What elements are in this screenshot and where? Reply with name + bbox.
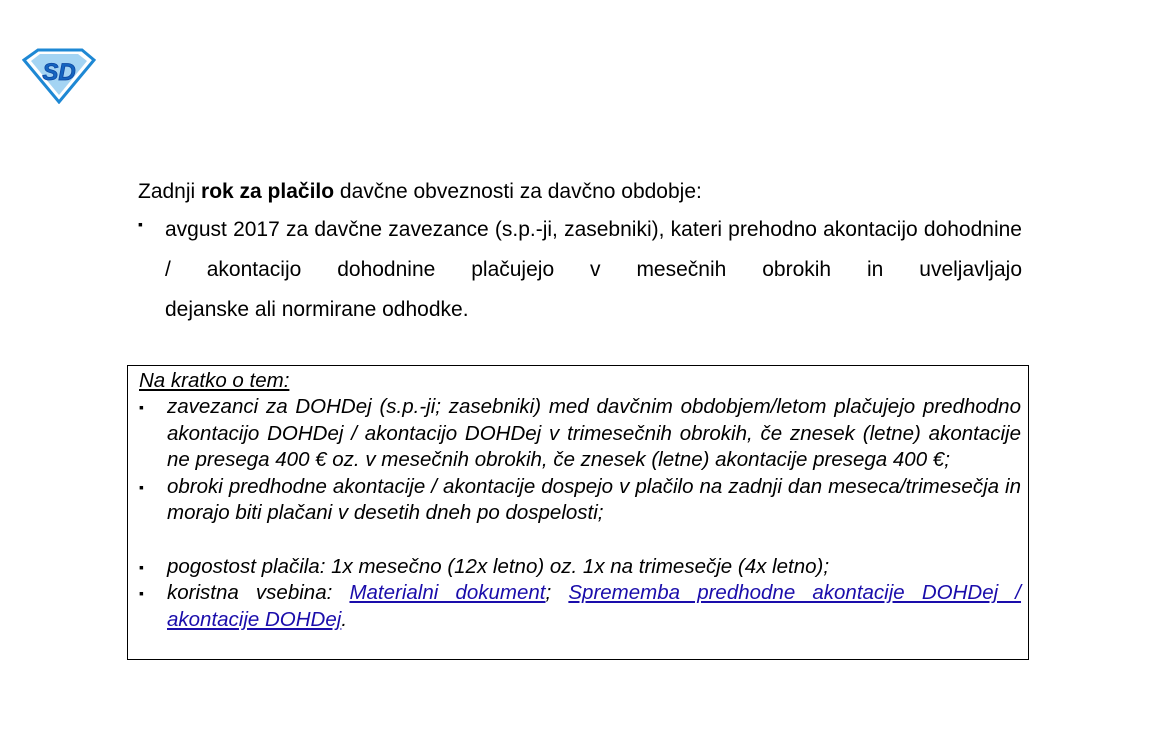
deadline-heading-text: Zadnji bbox=[138, 180, 202, 203]
list-item bbox=[139, 394, 1021, 474]
deadline-list bbox=[138, 210, 1022, 330]
intro-section bbox=[138, 178, 1022, 330]
list-item bbox=[139, 580, 1021, 633]
list-item-text: pogostost plačila: 1x mesečno (12x letno) oz. 1x na trimesečje (4x letno); bbox=[167, 554, 830, 578]
summary-heading: Na kratko o tem: bbox=[139, 369, 290, 392]
useful-content-label: koristna vsebina: bbox=[167, 581, 350, 604]
spacer bbox=[139, 527, 1021, 554]
bullet-icon: ▪ bbox=[139, 478, 144, 495]
bullet-icon: ▪ bbox=[139, 585, 144, 601]
shield-sd-logo-icon bbox=[22, 46, 96, 104]
deadline-item bbox=[165, 210, 1022, 330]
material-document-link[interactable]: Materialni dokument bbox=[349, 581, 546, 604]
bullet-icon: ▪ bbox=[139, 558, 144, 575]
logo bbox=[22, 46, 96, 104]
list-item-text: obroki predhodne akontacije / akontacije dospejo v plačilo na zadnji dan meseca/trimesečja in morajo biti plačani v desetih dneh po dospelosti; bbox=[167, 474, 1021, 524]
deadline-item-text-last: dejanske ali normirane odhodke. bbox=[165, 298, 469, 321]
change-advance-payment-link[interactable]: Sprememba predhodne akontacije DOHDej / akontacije DOHDej bbox=[167, 581, 1022, 631]
bullet-icon: ▪ bbox=[139, 399, 144, 415]
list-item bbox=[139, 554, 1021, 581]
list-item-text: zavezanci za DOHDej (s.p.-ji; zasebniki) med davčnim obdobjem/letom plačujejo predhodno akontacijo DOHDej / akontacijo DOHDej v trimesečnih obrokih, če znesek (letne) akontacije ne presega 400 € oz. v mesečnih obrokih, če znesek (letne) akontacije presega 400 €; bbox=[167, 395, 1021, 471]
deadline-heading bbox=[138, 178, 1022, 206]
logo-text: SD bbox=[42, 59, 76, 86]
bullet-icon: ▪ bbox=[138, 216, 143, 232]
summary-box bbox=[127, 365, 1029, 660]
link-separator: ; bbox=[545, 581, 569, 604]
deadline-heading-bold: rok za plačilo bbox=[201, 180, 335, 203]
deadline-heading-rest: davčne obveznosti za davčno obdobje: bbox=[334, 180, 702, 203]
deadline-item-text: avgust 2017 za davčne zavezance (s.p.-ji, zasebniki), kateri prehodno akontacijo dohodnine / akontacijo dohodnine plačujejo v mesečnih obrokih in uveljavljajo bbox=[165, 218, 1022, 281]
link-suffix: . bbox=[341, 607, 348, 631]
useful-content-item bbox=[167, 580, 1021, 633]
list-item bbox=[139, 474, 1021, 527]
